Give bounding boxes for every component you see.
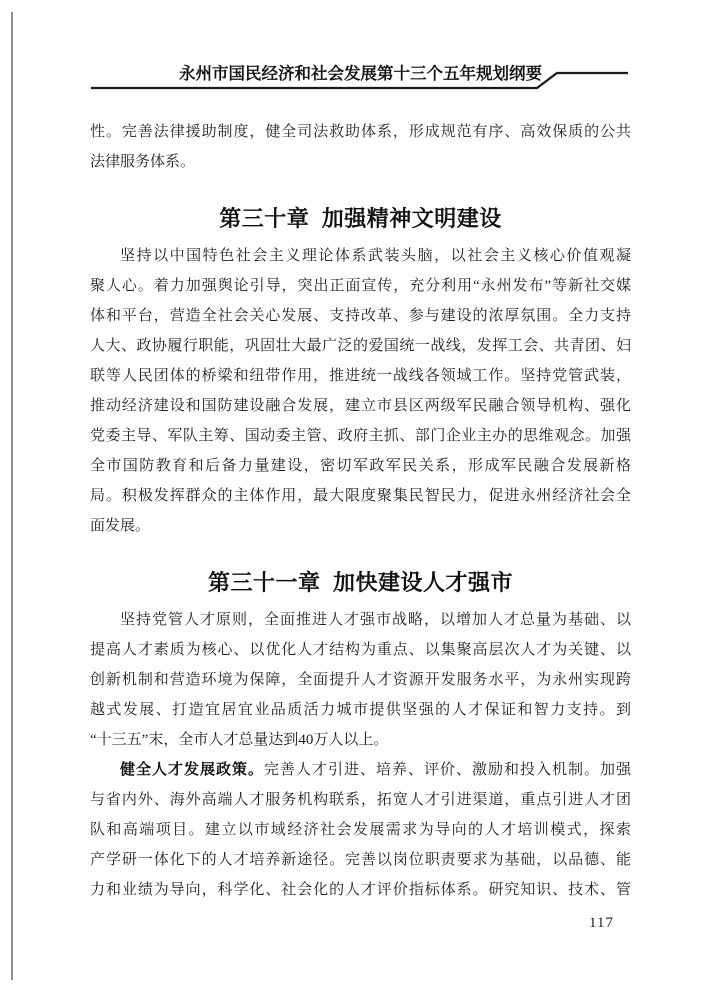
paragraph bbox=[90, 755, 631, 905]
text-line: 性。完善法律援助制度，健全司法救助体系，形成规范有序、高效保质的公共 bbox=[90, 124, 631, 140]
text-line: 与省内外、海外高端人才服务机构联系，拓宽人才引进渠道，重点引进人才团 bbox=[90, 792, 631, 808]
text-line: 创新机制和营造环境为保障，全面提升人才资源开发服务水平，为永州实现跨 bbox=[90, 672, 631, 688]
text-line: 法律服务体系。 bbox=[90, 154, 196, 170]
text-line: 提高人才素质为核心、以优化人才结构为重点、以集聚高层次人才为关键、以 bbox=[90, 642, 631, 658]
page-number: 117 bbox=[589, 915, 614, 931]
chapter-heading: 第三十章 加强精神文明建设 bbox=[219, 206, 502, 231]
text-line: 人大、政协履行职能，巩固壮大最广泛的爱国统一战线，发挥工会、共青团、妇 bbox=[90, 338, 631, 354]
text-line: 越式发展、打造宜居宜业品质活力城市提供坚强的人才保证和智力支持。到 bbox=[90, 702, 631, 718]
page-header bbox=[90, 63, 631, 85]
text-line: 聚人心。着力加强舆论引导，突出正面宣传，充分利用“永州发布”等新社交媒 bbox=[90, 278, 631, 294]
text-line: 面发展。 bbox=[90, 518, 151, 534]
running-header-title: 永州市国民经济和社会发展第十三个五年规划纲要 bbox=[179, 64, 542, 83]
page-left-edge-line bbox=[11, 12, 13, 980]
header-rule-line bbox=[90, 71, 631, 91]
text-line: 产学研一体化下的人才培养新途径。完善以岗位职责要求为基础，以品德、能 bbox=[90, 852, 631, 868]
text-line: 健全人才发展政策。完善人才引进、培养、评价、激励和投入机制。加强 bbox=[120, 761, 631, 778]
text-line: 局。积极发挥群众的主体作用，最大限度聚集民智民力，促进永州经济社会全 bbox=[90, 488, 631, 504]
text-line: 全市国防教育和后备力量建设，密切军政军民关系，形成军民融合发展新格 bbox=[90, 458, 631, 474]
text-line: 体和平台，营造全社会关心发展、支持改革、参与建设的浓厚氛围。全力支持 bbox=[90, 308, 631, 324]
text-line: 坚持党管人才原则，全面推进人才强市战略，以增加人才总量为基础、以 bbox=[120, 612, 631, 628]
text-line: 力和业绩为导向，科学化、社会化的人才评价指标体系。研究知识、技术、管 bbox=[90, 882, 631, 898]
paragraph bbox=[90, 605, 631, 755]
text-line: 坚持以中国特色社会主义理论体系武装头脑，以社会主义核心价值观凝 bbox=[120, 248, 631, 264]
page-body bbox=[90, 117, 631, 905]
paragraph bbox=[90, 241, 631, 541]
text-line: “十三五”末，全市人才总量达到40万人以上。 bbox=[90, 732, 389, 748]
text-line: 推动经济建设和国防建设融合发展，建立市县区两级军民融合领导机构、强化 bbox=[90, 398, 631, 414]
text-line: 联等人民团体的桥梁和纽带作用，推进统一战线各领域工作。坚持党管武装， bbox=[90, 368, 631, 384]
text-line: 党委主导、军队主筹、国动委主管、政府主抓、部门企业主办的思维观念。加强 bbox=[90, 428, 631, 444]
paragraph bbox=[90, 117, 631, 177]
paragraph-lead-bold: 健全人才发展政策。 bbox=[120, 761, 264, 778]
chapter-heading: 第三十一章 加快建设人才强市 bbox=[207, 570, 514, 595]
text-line: 队和高端项目。建立以市域经济社会发展需求为导向的人才培训模式，探索 bbox=[90, 822, 631, 838]
